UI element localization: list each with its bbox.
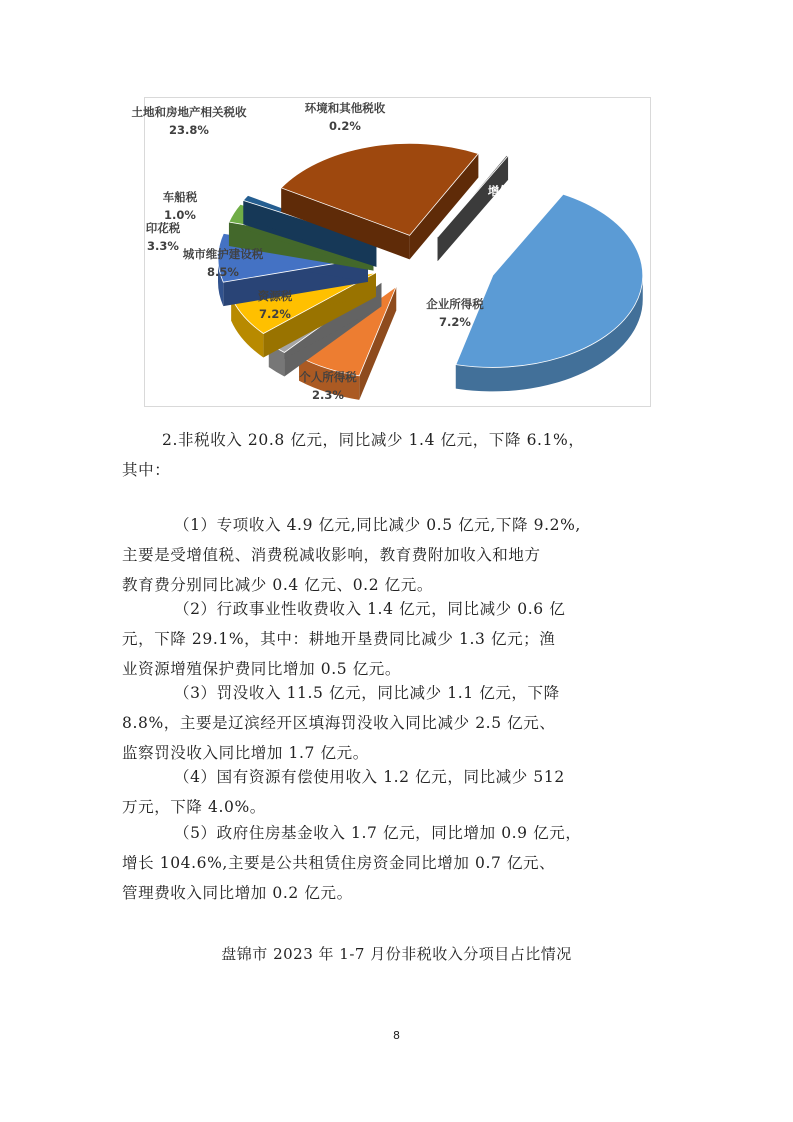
paragraph-special-revenue	[122, 510, 682, 600]
slice-label-percent: 45.9%	[485, 202, 525, 216]
text-line: （2）行政事业性收费收入 1.4 亿元，同比减少 0.6 亿	[174, 600, 566, 618]
slice-label-name: 个人所得税	[299, 370, 357, 384]
pie-slice-1	[456, 194, 643, 391]
slice-label-percent: 7.2%	[439, 315, 471, 329]
slice-label-name: 环境和其他税收	[304, 101, 386, 115]
text-line: （3）罚没收入 11.5 亿元，同比减少 1.1 亿元，下降	[174, 684, 560, 702]
slice-label-percent: 0.2%	[329, 119, 361, 133]
slice-label-name: 城市维护建设税	[182, 247, 264, 261]
page-number: 8	[393, 1029, 400, 1042]
paragraph-nontax-total	[122, 425, 682, 485]
text-line: 元，下降 29.1%，其中：耕地开垦费同比减少 1.3 亿元；渔	[122, 630, 556, 648]
text-line: 8.8%，主要是辽滨经开区填海罚没收入同比减少 2.5 亿元、	[122, 714, 556, 732]
slice-label-percent: 3.3%	[147, 239, 179, 253]
next-chart-caption: 盘锦市 2023 年 1-7 月份非税收入分项目占比情况	[221, 945, 572, 963]
slice-label-name: 车船税	[162, 190, 198, 204]
text-line: 2.非税收入 20.8 亿元，同比减少 1.4 亿元，下降 6.1%，	[162, 431, 585, 449]
slice-label-percent: 8.5%	[207, 265, 239, 279]
text-line: （4）国有资源有偿使用收入 1.2 亿元，同比减少 512	[174, 768, 565, 786]
text-line: （1）专项收入 4.9 亿元,同比减少 0.5 亿元,下降 9.2%,	[174, 516, 581, 534]
slice-label-name: 资源税	[257, 289, 293, 303]
slice-label-percent: 7.2%	[259, 307, 291, 321]
text-line: 管理费收入同比增加 0.2 亿元。	[122, 884, 353, 902]
paragraph-state-resources	[122, 762, 682, 822]
pie-chart-svg	[131, 98, 652, 408]
text-line: 教育费分别同比减少 0.4 亿元、0.2 亿元。	[122, 576, 433, 594]
text-line: （5）政府住房基金收入 1.7 亿元，同比增加 0.9 亿元，	[174, 824, 582, 842]
slice-label-percent: 1.0%	[164, 208, 196, 222]
slice-label-name: 企业所得税	[426, 297, 484, 311]
paragraph-admin-fees	[122, 594, 682, 684]
slice-label-name: 土地和房地产相关税收	[131, 105, 247, 119]
text-line: 万元，下降 4.0%。	[122, 798, 266, 816]
text-line: 增长 104.6%,主要是公共租赁住房资金同比增加 0.7 亿元、	[122, 854, 556, 872]
slice-label-percent: 23.8%	[169, 123, 209, 137]
slice-label-name: 增值税	[487, 184, 523, 198]
paragraph-housing-fund	[122, 818, 682, 908]
tax-revenue-pie-chart	[131, 97, 651, 407]
paragraph-fines	[122, 678, 682, 768]
text-line: 业资源增殖保护费同比增加 0.5 亿元。	[122, 660, 402, 678]
text-line: 主要是受增值税、消费税减收影响，教育费附加收入和地方	[122, 546, 541, 564]
text-line: 监察罚没收入同比增加 1.7 亿元。	[122, 744, 369, 762]
slice-label-percent: 2.3%	[312, 388, 344, 402]
text-line: 其中：	[122, 461, 171, 479]
slice-label-name: 印花税	[145, 221, 181, 235]
